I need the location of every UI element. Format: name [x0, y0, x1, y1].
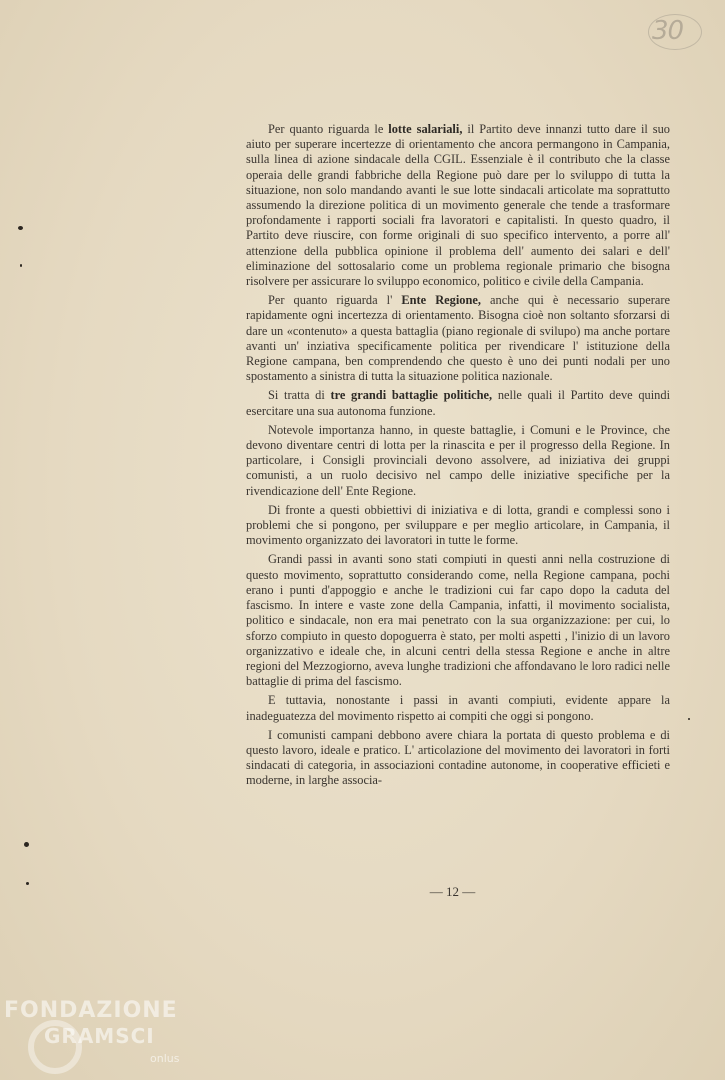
- text-run: nelle quali il Partito deve quindi esercitare una sua autonoma funzione.: [246, 388, 671, 418]
- text-run: Di fronte a questi obbiettivi di iniziativa e di lotta, grandi e complessi sono i problemi che si pongono, per sviluppare e per meglio articolare, in Campania, il movimento organizzato dei lavoratori in tutte le forme.: [246, 502, 670, 548]
- text-run: il Partito deve innanzi tutto dare il suo aiuto per superare incertezze di orientamento che ancora permangono in Campania, sulla linea di azione sindacale della CGIL. Essenziale è il contributo che la classe operaia delle grandi fabbriche della Regione può dare per lo sviluppo di tutta la situazione, non solo mandando avanti le sue lotte sindacali articolate ma soprattutto assumendo la direzione politica di un movimento generale che tende a trasformare profondamente i rapporti sociali fra lavoratori e capitalisti. In questo quadro, il Partito deve riuscire, con forme originali di suo specifico intervento, a porre all' attenzione della pubblica opinione il problema dell' aumento dei salari e dell' eliminazione del sottosalario come un problema regionale primario che bisogna risolvere per assicurare lo sviluppo economico, politico e civile della Campania.: [246, 122, 670, 289]
- text-run: anche qui è necessario superare rapidamente ogni incertezza di orientamento. Bisogna cioè non soltanto sforzarsi di dare un «contenuto» a questa battaglia (piano regionale di svilupo) ma anche portare avanti un' inziativa specificamente politica per rivendicare l' istituzione della Regione campana, ben comprendendo che questo è uno dei punti nodali per uno spostamento a sinistra di tutta la situazione politica nazionale.: [246, 293, 670, 384]
- paragraph: [246, 693, 670, 723]
- text-run: I comunisti campani debbono avere chiara la portata di questo problema e di questo lavoro, ideale e pratico. L' articolazione del movimento dei lavoratori in forti sindacati di categoria, in associazioni contadine autonome, in cooperative efficieti e moderne, in larghe associa-: [246, 727, 670, 788]
- margin-mark: [18, 226, 23, 230]
- paragraph: [246, 388, 670, 418]
- margin-mark: [20, 264, 22, 267]
- text-run: Notevole importanza hanno, in queste battaglie, i Comuni e le Province, che devono diventare centri di lotta per la rinascita e per il progresso della Regione. In particolare, i Consigli provinciali devono assolvere, ad iniziativa dei gruppi comunisti, a un ruolo decisivo nel campo delle iniziative specifiche per la rivendicazione dell' Ente Regione.: [246, 422, 670, 498]
- paragraph: [246, 293, 670, 384]
- paragraph: [246, 728, 670, 789]
- text-run: E tuttavia, nonostante i passi in avanti compiuti, evidente appare la inadeguatezza del movimento rispetto ai compiti che oggi si pongono.: [246, 693, 670, 723]
- watermark-logo: [4, 998, 224, 1078]
- text-run: Per quanto riguarda le: [268, 122, 389, 136]
- bold-phrase: lotte salariali,: [388, 122, 463, 136]
- paragraph: [246, 122, 670, 289]
- margin-mark: [688, 718, 690, 720]
- bold-phrase: tre grandi battaglie politiche,: [330, 388, 493, 403]
- watermark-suffix: onlus: [150, 1052, 180, 1065]
- margin-mark: [24, 842, 29, 847]
- paragraph: [246, 552, 670, 689]
- page-number: — 12 —: [429, 884, 476, 899]
- paragraph: [246, 503, 670, 549]
- paragraph: [246, 423, 670, 499]
- handwritten-page-mark: 30: [652, 16, 684, 46]
- body-text: [246, 122, 670, 793]
- text-run: Grandi passi in avanti sono stati compiuti in questi anni nella costruzione di questo movimento, soprattutto considerando come, nella Regione campana, pochi erano i punti d'appoggio e anche le tradizioni cui far capo dopo la caduta del fascismo. In intere e vaste zone della Campania, infatti, il movimento socialista, politico e sindacale, non era mai penetrato con la sua organizzazione: per cui, lo sforzo compiuto in questo dopoguerra è stato, per molti aspetti , l'inizio di un lavoro organizzativo e ideale che, in alcuni centri della stessa Regione e anche in altre regioni del Mezzogiorno, aveva lunghe tradizioni che affondavano le loro radici nelle battaglie di prima del fascismo.: [246, 552, 670, 689]
- bold-phrase: Ente Regione,: [401, 293, 481, 308]
- watermark-line1: FONDAZIONE: [4, 998, 178, 1023]
- text-run: Per quanto riguarda l': [268, 293, 402, 308]
- watermark-line2: GRAMSCI: [44, 1024, 155, 1048]
- text-run: Si tratta di: [268, 388, 331, 403]
